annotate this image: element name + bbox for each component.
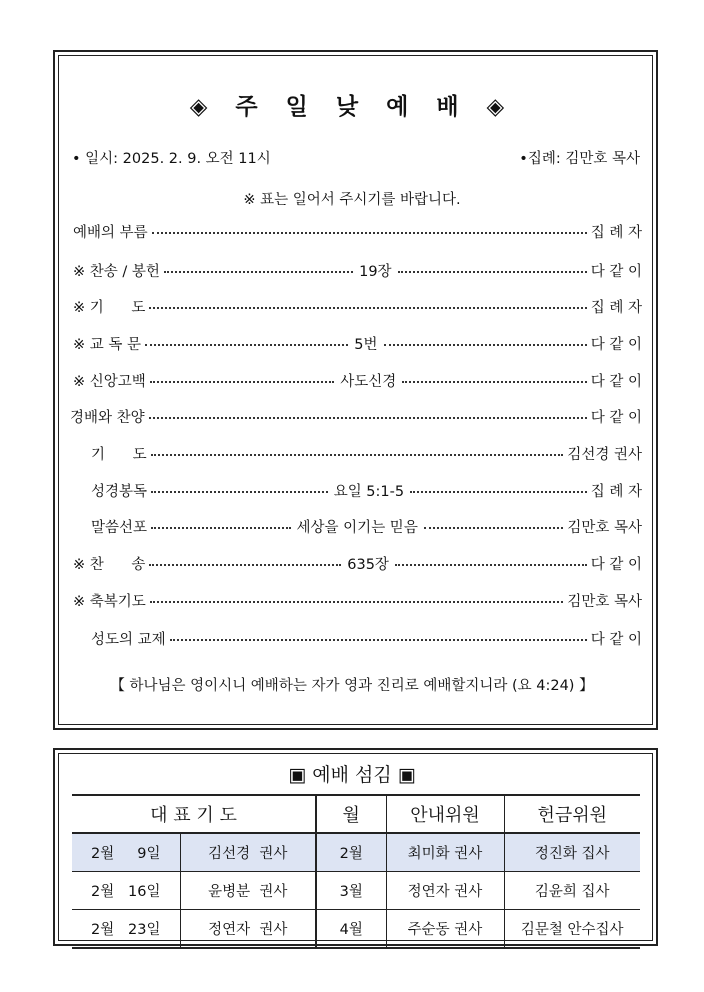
leader-dots: [151, 491, 328, 493]
order-row: [91, 516, 642, 537]
order-person: 다 같 이: [590, 632, 642, 648]
order-item: 기 도: [91, 447, 147, 463]
order-row: [70, 406, 642, 427]
offering-cell: 김윤희 집사: [504, 872, 640, 910]
leader-dots: [152, 232, 587, 234]
order-row: [73, 553, 642, 574]
month-cell: 2월: [316, 833, 386, 872]
table-row: [72, 833, 640, 872]
order-detail: 사도신경: [340, 374, 397, 390]
order-item: 예배의 부름: [73, 225, 148, 241]
offering-cell: 정진화 집사: [504, 833, 640, 872]
order-person: 김선경 권사: [567, 447, 642, 463]
standing-notice: ※ 표는 일어서 주시기를 바랍니다.: [243, 192, 461, 208]
order-row: [91, 443, 642, 464]
leader-dots: [149, 307, 586, 309]
order-row: [91, 480, 642, 501]
service-leader: •집례: 김만호 목사: [519, 151, 640, 167]
order-detail: 5번: [354, 337, 378, 353]
order-person: 다 같 이: [590, 410, 642, 426]
order-row: [91, 628, 642, 649]
order-item: 말씀선포: [91, 520, 148, 536]
prayer-date: 2월 9일: [72, 833, 180, 872]
service-roster-table: [72, 794, 640, 949]
order-item: ※ 신앙고백: [73, 374, 146, 390]
leader-dots: [410, 491, 587, 493]
prayer-person: 정연자 권사: [180, 910, 316, 949]
order-person: 집 례 자: [590, 300, 642, 316]
page-title: ◈ 주 일 낮 예 배 ◈: [189, 94, 515, 120]
table-row: [72, 910, 640, 949]
order-item: ※ 축복기도: [73, 594, 146, 610]
header-offering: 헌금위원: [504, 795, 640, 833]
prayer-date: 2월 16일: [72, 872, 180, 910]
leader-dots: [150, 601, 564, 603]
month-cell: 4월: [316, 910, 386, 949]
order-detail: 635장: [347, 557, 389, 573]
offering-cell: 김문철 안수집사: [504, 910, 640, 949]
usher-cell: 정연자 권사: [386, 872, 504, 910]
month-cell: 3월: [316, 872, 386, 910]
leader-dots: [398, 271, 587, 273]
order-detail: 요일 5:1-5: [333, 484, 405, 500]
order-person: 집 례 자: [590, 225, 642, 241]
leader-dots: [145, 344, 348, 346]
order-row: [73, 370, 642, 391]
leader-dots: [170, 639, 587, 641]
order-person: 다 같 이: [590, 374, 643, 390]
leader-dots: [395, 564, 587, 566]
order-item: ※ 교 독 문: [73, 337, 141, 353]
order-row: [73, 221, 642, 242]
service-date: • 일시: 2025. 2. 9. 오전 11시: [72, 151, 271, 167]
table-header-row: [72, 795, 640, 833]
header-usher: 안내위원: [386, 795, 504, 833]
prayer-person: 김선경 권사: [180, 833, 316, 872]
header-prayer: 대 표 기 도: [72, 795, 316, 833]
order-item: ※ 찬송 / 봉헌: [73, 264, 160, 280]
order-item: ※ 찬 송: [73, 557, 146, 573]
order-detail: 세상을 이기는 믿음: [296, 520, 418, 536]
leader-dots: [151, 527, 291, 529]
leader-dots: [384, 344, 587, 346]
order-person: 다 같 이: [590, 557, 642, 573]
order-row: [73, 333, 642, 354]
order-person: 김만호 목사: [567, 520, 642, 536]
table-row: [72, 872, 640, 910]
prayer-person: 윤병분 권사: [180, 872, 316, 910]
header-month: 월: [316, 795, 386, 833]
order-person: 김만호 목사: [567, 594, 642, 610]
prayer-date: 2월 23일: [72, 910, 180, 949]
order-person: 다 같 이: [590, 264, 643, 280]
leader-dots: [402, 381, 586, 383]
usher-cell: 최미화 권사: [386, 833, 504, 872]
leader-dots: [164, 271, 353, 273]
order-person: 집 례 자: [590, 484, 643, 500]
order-detail: 19장: [359, 264, 392, 280]
order-row: [73, 590, 642, 611]
leader-dots: [424, 527, 564, 529]
leader-dots: [149, 564, 341, 566]
order-item: ※ 기 도: [73, 300, 146, 316]
order-item: 성도의 교제: [91, 632, 166, 648]
order-item: 경배와 찬양: [70, 410, 145, 426]
roster-title: ▣ 예배 섬김 ▣: [288, 764, 416, 786]
leader-dots: [149, 417, 587, 419]
leader-dots: [151, 454, 564, 456]
order-item: 성경봉독: [91, 484, 148, 500]
order-person: 다 같 이: [590, 337, 643, 353]
usher-cell: 주순동 권사: [386, 910, 504, 949]
scripture-verse: 【 하나님은 영이시니 예배하는 자가 영과 진리로 예배할지니라 (요 4:24) 】: [110, 678, 594, 694]
order-row: [73, 260, 642, 281]
leader-dots: [150, 381, 334, 383]
order-row: [73, 296, 642, 317]
